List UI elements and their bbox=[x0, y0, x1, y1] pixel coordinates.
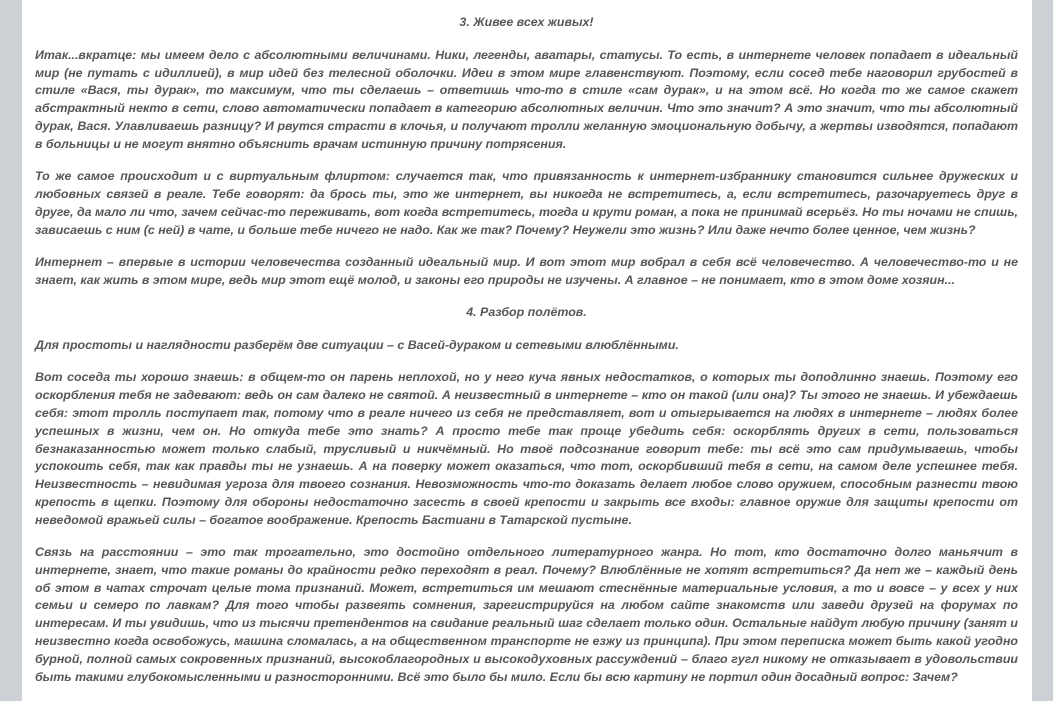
section-heading-4: 4. Разбор полётов. bbox=[466, 305, 587, 320]
article-body bbox=[22, 0, 1032, 686]
paragraph-4: Для простоты и наглядности разберём две ситуации – с Васей-дураком и сетевыми влюблёнными. bbox=[35, 337, 679, 352]
paragraph-1: Итак...вкратце: мы имеем дело с абсолютными величинами. Ники, легенды, аватары, статусы. То есть, в интернете человек попадает в идеальный мир (не путать с идиллией), в мир идей без телесной оболочки. Идеи в этом мире главенствуют. Поэтому, если сосед тебе наговорил грубостей в стиле «Вася, ты дурак», то максимум, что ты сделаешь – ответишь что-то в стиле «сам дурак», и на этом всё. Но когда то же самое скажет абстрактный некто в сети, слово автоматически попадает в категорию абсолютных величин. Что это значит? А это значит, что ты абсолютный дурак, Вася. Улавливаешь разницу? И рвутся страсти в клочья, и получают тролли желанную эмоциональную добычу, а жертвы изводятся, попадают в больницы и не могут внятно объяснить врачам истинную причину потрясения. bbox=[35, 47, 1018, 151]
paragraph-6: Связь на расстоянии – это так трогательно, это достойно отдельного литературного жанра. Но тот, кто достаточно долго маньячит в интернете, знает, что такие романы до крайности редко переходят в реал. Почему? Влюблённые не хотят встретиться? Да нет же – каждый день об этом в чатах строчат целые тома признаний. Может, встретиться им мешают стеснённые материальные условия, а то и вовсе – у всех у них семьи и семеро по лавкам? Для того чтобы развеять сомнения, зарегистрируйся на любом сайте знакомств или заведи друзей на форумах по интересам. И ты увидишь, что из тысячи претендентов на свидание реальный шаг сделает только один. Остальные найдут любую причину (занят и неизвестно когда освобожусь, машина сломалась, а на общественном транспорте не езжу из принципа). При этом переписка может быть какой угодно бурной, полной самых сокровенных признаний, высокоблагородных и высокодуховных рассуждений – благо гугл никому не отказывает в удовольствии быть такими глубокомысленными и разносторонними. Всё это было бы мило. Если бы всю картину не портил один досадный вопрос: Зачем? bbox=[35, 545, 1018, 684]
paragraph-5: Вот соседа ты хорошо знаешь: в общем-то он парень неплохой, но у него куча явных недостатков, о которых ты доподлинно знаешь. Поэтому его оскорбления тебя не задевают: ведь он сам далеко не святой. А неизвестный в интернете – кто он такой (или она)? Ты этого не знаешь. И убеждаешь себя: этот тролль поступает так, потому что в реале ничего из себя не представляет, вот и отыгрывается на людях в интернете – людях более успешных в жизни, чем он. Но откуда тебе это знать? А просто тебе так проще убедить себя: оскорблять других в сети, пользоваться безнаказанностью может только слабый, трусливый и никчёмный. Но твоё подсознание говорит тебе: ты всё это сам придумываешь, чтобы успокоить себя, так как правды ты не узнаешь. А на поверку может оказаться, что тот, оскорбивший тебя в сети, на самом деле успешнее тебя. Неизвестность – невидимая угроза для твоего сознания. Невозможность что-то доказать делает любое слово оружием, способным разнести твою крепость в щепки. Поэтому для обороны недостаточно засесть в своей крепости и закрыть все входы: главное оружие для защиты крепости от неведомой вражьей силы – богатое воображение. Крепость Бастиани в Татарской пустыне. bbox=[35, 370, 1018, 527]
page-container bbox=[22, 0, 1032, 701]
paragraph-2: То же самое происходит и с виртуальным флиртом: случается так, что привязанность к интернет-избраннику становится сильнее дружеских и любовных связей в реале. Тебе говорят: да брось ты, это же интернет, вы никогда не встретитесь, а, если встретитесь, разочаруетесь друг в друге, да мало ли что, зачем сейчас-то переживать, вот когда встретитесь, тогда и крути роман, а пока не принимай всерьёз. Но ты ночами не спишь, зависаешь с ним (с ней) в чате, и больше тебе ничего не надо. Как же так? Почему? Неужели это жизнь? Или даже нечто более ценное, чем жизнь? bbox=[35, 169, 1018, 237]
paragraph-3: Интернет – впервые в истории человечества созданный идеальный мир. И вот этот мир вобрал в себя всё человечество. А человечество-то и не знает, как жить в этом мире, ведь мир этот ещё молод, и законы его природы не изучены. А главное – не понимает, кто в этом доме хозяин... bbox=[35, 254, 1018, 287]
section-heading-3: 3. Живее всех живых! bbox=[459, 15, 594, 29]
